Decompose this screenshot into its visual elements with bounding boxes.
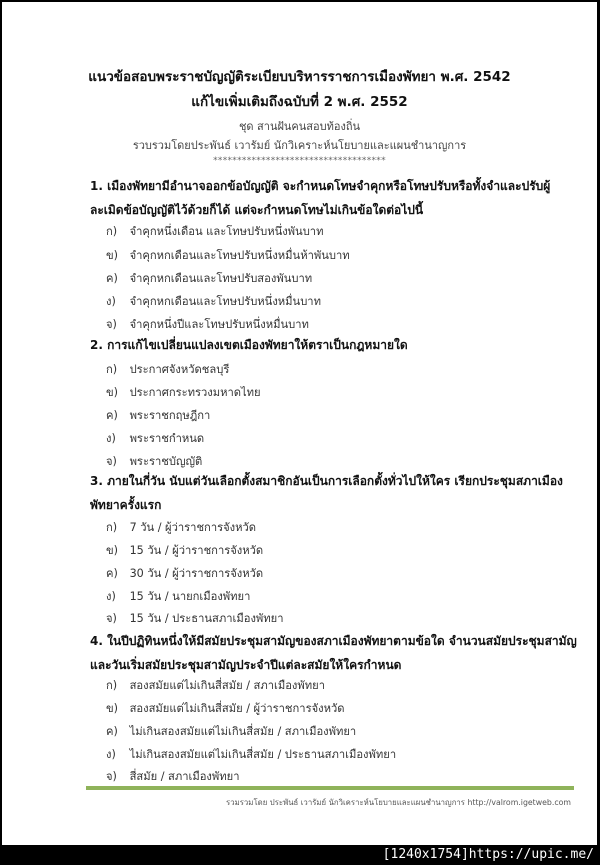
option-1b — [106, 248, 350, 264]
option-label: ค) — [106, 567, 118, 580]
question-number: 4. — [90, 634, 103, 648]
question-number: 1. — [90, 179, 103, 193]
option-label: ง) — [106, 590, 116, 603]
option-text: พระราชกำหนด — [129, 432, 205, 445]
option-3d — [106, 589, 250, 605]
option-text: ประกาศกระทรวงมหาดไทย — [129, 386, 261, 399]
option-2d — [106, 431, 204, 447]
compiled-by: รวบรวมโดยประพันธ์ เวารัมย์ นักวิเคราะห์นโยบายและแผนชำนาญการ — [132, 139, 467, 152]
question-2 — [90, 333, 580, 357]
footer-credit: รวมรวมโดย ประพันธ์ เวารัมย์ นักวิเคราะห์นโยบายและแผนชำนาญการ http://valrom.igetweb.com — [226, 798, 571, 807]
option-text: จำคุกหนึ่งปีและโทษปรับหนึ่งหมื่นบาท — [129, 318, 309, 331]
question-text: การแก้ไขเปลี่ยนแปลงเขตเมืองพัทยาให้ตราเป็นกฎหมายใด — [107, 338, 408, 352]
option-2c — [106, 408, 210, 424]
option-text: จำคุกหนึ่งเดือน และโทษปรับหนึ่งพันบาท — [129, 225, 324, 238]
option-4c — [106, 724, 356, 740]
question-number: 3. — [90, 474, 103, 488]
option-text: สี่สมัย / สภาเมืองพัทยา — [129, 770, 240, 783]
option-label: ค) — [106, 409, 118, 422]
option-2b — [106, 385, 261, 401]
option-text: 7 วัน / ผู้ว่าราชการจังหวัด — [129, 521, 257, 534]
option-label: ข) — [106, 544, 119, 557]
option-text: ไม่เกินสองสมัยแต่ไม่เกินสี่สมัย / สภาเมืองพัทยา — [129, 725, 357, 738]
option-4e — [106, 769, 239, 785]
question-1 — [90, 174, 580, 222]
option-label: ก) — [106, 363, 118, 376]
document-title: แนวข้อสอบพระราชบัญญัติระเบียบบริหารราชการเมืองพัทยา พ.ศ. 2542 — [88, 69, 511, 85]
option-2a — [106, 362, 229, 378]
option-text: สองสมัยแต่ไม่เกินสี่สมัย / ผู้ว่าราชการจังหวัด — [129, 702, 345, 715]
option-4b — [106, 701, 345, 717]
option-label: ง) — [106, 748, 116, 761]
image-watermark: [1240x1754]https://upic.me/ — [382, 847, 594, 862]
option-label: ง) — [106, 432, 116, 445]
option-4a — [106, 678, 325, 694]
option-label: ก) — [106, 225, 118, 238]
option-text: จำคุกหกเดือนและโทษปรับสองพันบาท — [129, 272, 313, 285]
option-text: จำคุกหกเดือนและโทษปรับหนึ่งหมื่นห้าพันบาท — [129, 249, 350, 262]
option-text: 15 วัน / ผู้ว่าราชการจังหวัด — [129, 544, 264, 557]
question-number: 2. — [90, 338, 103, 352]
question-text: ในปีปฏิทินหนึ่งให้มีสมัยประชุมสามัญของสภาเมืองพัทยาตามข้อใด จำนวนสมัยประชุมสามัญและวันเริ่มสมัยประชุมสามัญประจำปีแต่ละสมัยให้ใครกำหนด — [90, 634, 577, 672]
option-text: พระราชบัญญัติ — [129, 455, 203, 468]
set-label: ชุด สานฝันคนสอบท้องถิ่น — [238, 120, 361, 133]
option-label: ข) — [106, 702, 119, 715]
option-label: ค) — [106, 272, 118, 285]
option-label: ก) — [106, 679, 118, 692]
option-text: ประกาศจังหวัดชลบุรี — [129, 363, 230, 376]
option-text: 15 วัน / นายกเมืองพัทยา — [129, 590, 251, 603]
option-label: ข) — [106, 386, 119, 399]
question-4 — [90, 629, 580, 677]
document-page — [2, 2, 597, 845]
document-subtitle: แก้ไขเพิ่มเติมถึงฉบับที่ 2 พ.ศ. 2552 — [191, 94, 408, 110]
option-4d — [106, 747, 396, 763]
option-label: จ) — [106, 318, 117, 331]
option-1e — [106, 317, 309, 333]
option-1a — [106, 224, 323, 240]
option-text: สองสมัยแต่ไม่เกินสี่สมัย / สภาเมืองพัทยา — [129, 679, 325, 692]
footer-divider — [86, 786, 574, 790]
option-label: ก) — [106, 521, 118, 534]
option-3c — [106, 566, 263, 582]
separator-line: ************************************ — [213, 156, 386, 166]
question-text: ภายในกี่วัน นับแต่วันเลือกตั้งสมาชิกอันเป็นการเลือกตั้งทั่วไปให้ใคร เรียกประชุมสภาเมืองพัทยาครั้งแรก — [90, 474, 563, 512]
option-label: ข) — [106, 249, 119, 262]
option-label: จ) — [106, 770, 117, 783]
option-1c — [106, 271, 312, 287]
option-2e — [106, 454, 202, 470]
option-label: ง) — [106, 295, 116, 308]
option-text: 15 วัน / ประธานสภาเมืองพัทยา — [129, 612, 284, 625]
option-label: ค) — [106, 725, 118, 738]
option-text: 30 วัน / ผู้ว่าราชการจังหวัด — [129, 567, 264, 580]
option-text: ไม่เกินสองสมัยแต่ไม่เกินสี่สมัย / ประธานสภาเมืองพัทยา — [129, 748, 397, 761]
option-label: จ) — [106, 612, 117, 625]
option-text: พระราชกฤษฎีกา — [129, 409, 211, 422]
option-text: จำคุกหกเดือนและโทษปรับหนึ่งหมื่นบาท — [129, 295, 321, 308]
option-3b — [106, 543, 263, 559]
option-1d — [106, 294, 321, 310]
question-text: เมืองพัทยามีอำนาจออกข้อบัญญัติ จะกำหนดโทษจำคุกหรือโทษปรับหรือทั้งจำและปรับผู้ละเมิดข้อบัญญัติไว้ด้วยก็ได้ แต่จะกำหนดโทษไม่เกินข้อใดต่อไปนี้ — [90, 179, 551, 217]
option-3e — [106, 611, 284, 627]
option-3a — [106, 520, 256, 536]
option-label: จ) — [106, 455, 117, 468]
question-3 — [90, 469, 580, 517]
